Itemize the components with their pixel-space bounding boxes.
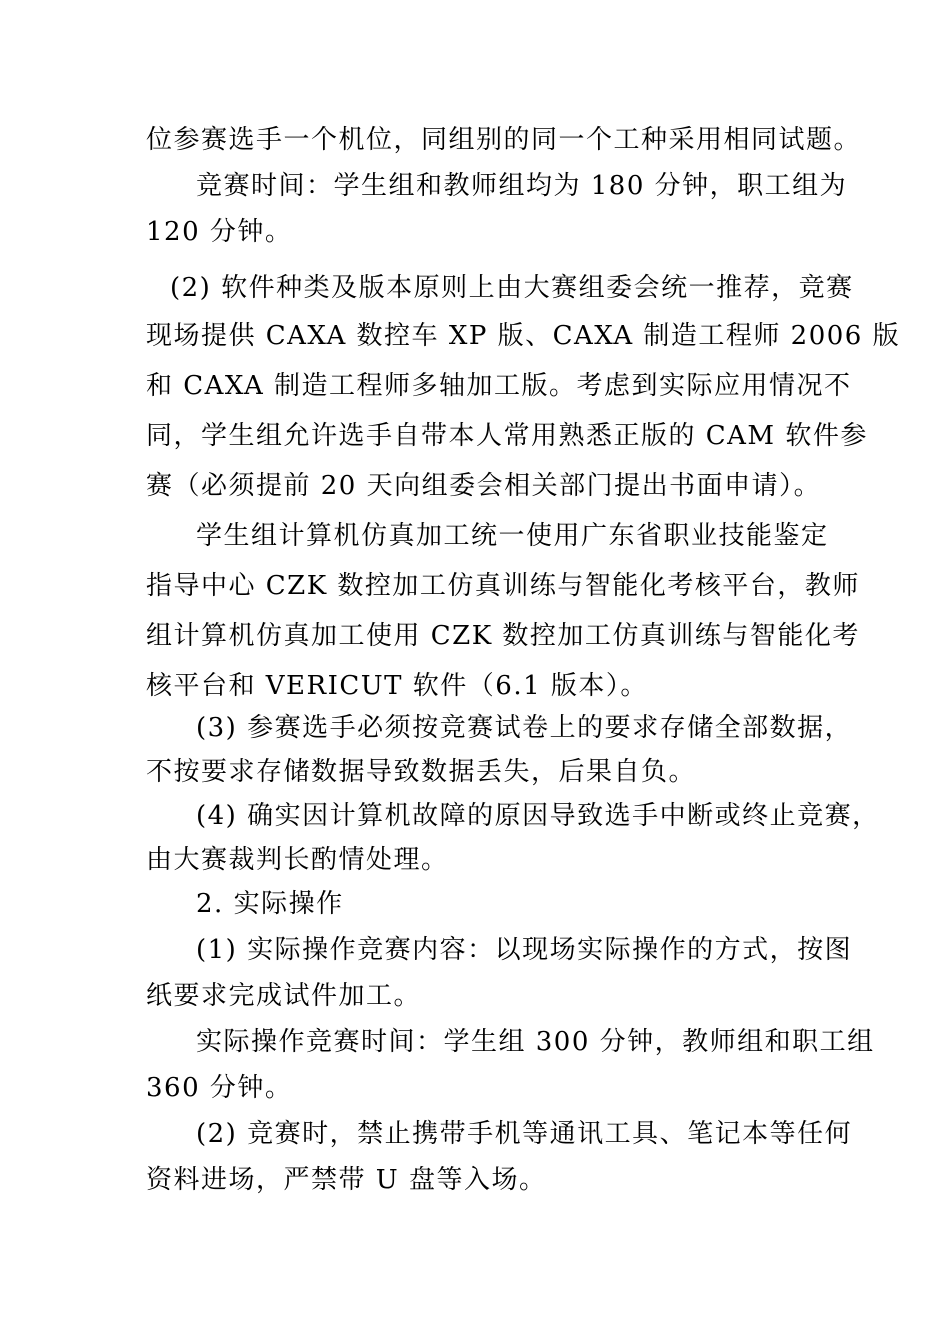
text-line: 120 分钟。: [146, 217, 293, 247]
text-line: 不按要求存储数据导致数据丢失，后果自负。: [146, 757, 697, 787]
text-line: 由大赛裁判长酌情处理。: [146, 845, 449, 875]
text-line: 360 分钟。: [146, 1073, 293, 1103]
text-line: 指导中心 CZK 数控加工仿真训练与智能化考核平台，教师: [146, 571, 860, 601]
text-line: (2) 软件种类及版本原则上由大赛组委会统一推荐，竞赛: [170, 273, 854, 303]
text-line: 和 CAXA 制造工程师多轴加工版。考虑到实际应用情况不: [146, 371, 852, 401]
text-line: 实际操作竞赛时间：学生组 300 分钟，教师组和职工组: [196, 1027, 875, 1057]
text-line: (4) 确实因计算机故障的原因导致选手中断或终止竞赛，: [196, 801, 880, 831]
text-line: 位参赛选手一个机位，同组别的同一个工种采用相同试题。: [146, 125, 862, 155]
section-heading: 2. 实际操作: [196, 889, 344, 919]
text-line: (3) 参赛选手必须按竞赛试卷上的要求存储全部数据，: [196, 713, 853, 743]
text-line: 核平台和 VERICUT 软件（6.1 版本）。: [146, 671, 648, 701]
text-line: 学生组计算机仿真加工统一使用广东省职业技能鉴定: [196, 521, 829, 551]
text-line: (2) 竞赛时，禁止携带手机等通讯工具、笔记本等任何: [196, 1119, 853, 1149]
text-line: 同，学生组允许选手自带本人常用熟悉正版的 CAM 软件参: [146, 421, 868, 451]
text-line: (1) 实际操作竞赛内容：以现场实际操作的方式，按图: [196, 935, 853, 965]
text-line: 纸要求完成试件加工。: [146, 981, 422, 1011]
text-line: 竞赛时间：学生组和教师组均为 180 分钟，职工组为: [196, 171, 848, 201]
text-line: 资料进场，严禁带 U 盘等入场。: [146, 1165, 547, 1195]
text-line: 现场提供 CAXA 数控车 XP 版、CAXA 制造工程师 2006 版: [146, 321, 901, 351]
text-line: 组计算机仿真加工使用 CZK 数控加工仿真训练与智能化考: [146, 621, 860, 651]
text-line: 赛（必须提前 20 天向组委会相关部门提出书面申请）。: [146, 471, 822, 501]
